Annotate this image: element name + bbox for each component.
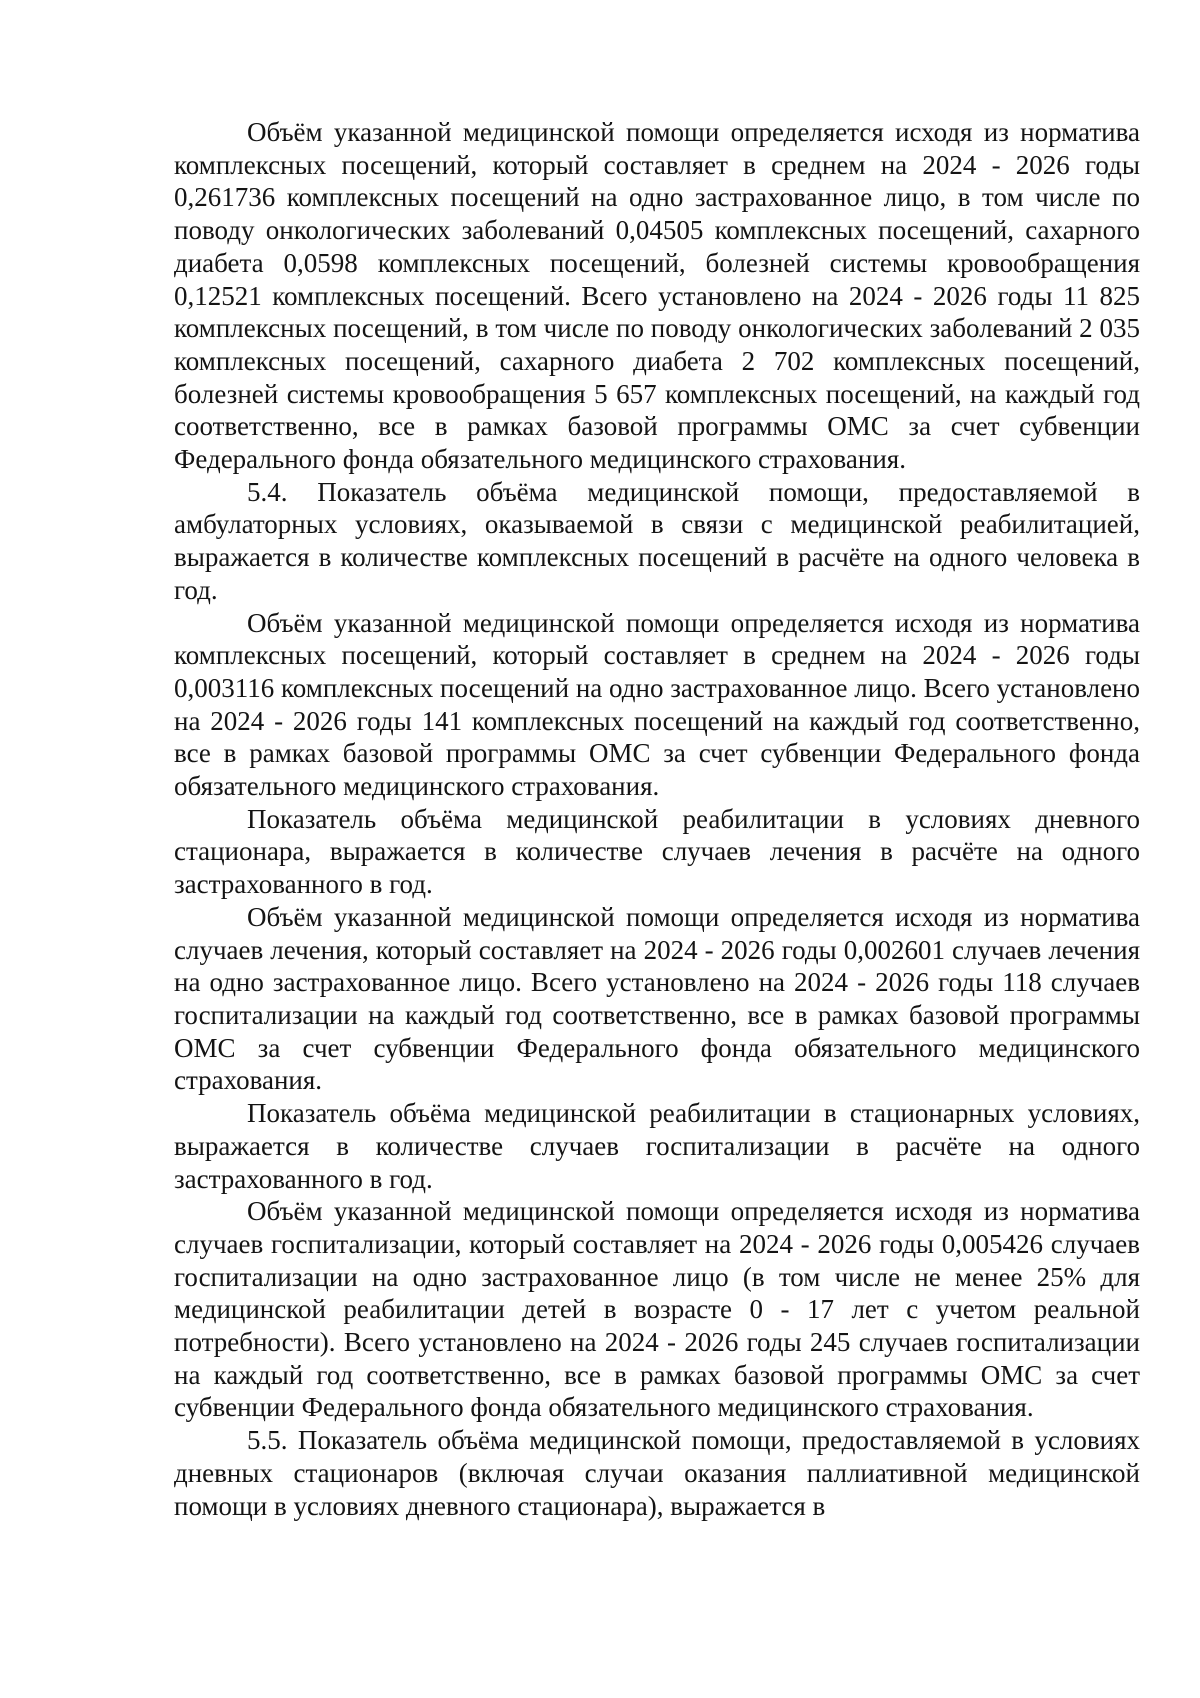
paragraph-5-4-indicator: 5.4. Показатель объёма медицинской помощи, предоставляемой в амбулаторных условиях, оказываемой в связи с медицинской реабилитацией, выражается в количестве комплексных посещений в расчёте на одного человека в год. <box>174 476 1140 605</box>
paragraph-day-hospital-rehab-indicator: Показатель объёма медицинской реабилитации в условиях дневного стационара, выражается в количестве случаев лечения в расчёте на одного застрахованного в год. <box>174 803 1140 900</box>
paragraph-volume-rehab-visits: Объём указанной медицинской помощи определяется исходя из норматива комплексных посещений, который составляет в среднем на 2024 - 2026 годы 0,003116 комплексных посещений на одно застрахованное лицо. Всего установлено на 2024 - 2026 годы 141 комплексных посещений на каждый год соответственно, все в рамках базовой программы ОМС за счет субвенции Федерального фонда обязательного медицинского страхования. <box>174 607 1140 802</box>
paragraph-volume-hospitalization-cases: Объём указанной медицинской помощи определяется исходя из норматива случаев госпитализации, который составляет на 2024 - 2026 годы 0,005426 случаев госпитализации на одно застрахованное лицо (в том числе не менее 25% для медицинской реабилитации детей в возрасте 0 - 17 лет с учетом реальной потребности). Всего установлено на 2024 - 2026 годы 245 случаев госпитализации на каждый год соответственно, все в рамках базовой программы ОМС за счет субвенции Федерального фонда обязательного медицинского страхования. <box>174 1196 1140 1423</box>
paragraph-5-5-indicator: 5.5. Показатель объёма медицинской помощи, предоставляемой в условиях дневных стационаров (включая случаи оказания паллиативной медицинской помощи в условиях дневного стационара), выражается в <box>174 1425 1140 1521</box>
document-body <box>174 116 1140 1522</box>
paragraph-inpatient-rehab-indicator: Показатель объёма медицинской реабилитации в стационарных условиях, выражается в количестве случаев госпитализации в расчёте на одного застрахованного в год. <box>174 1098 1140 1194</box>
paragraph-volume-treatment-cases: Объём указанной медицинской помощи определяется исходя из норматива случаев лечения, который составляет на 2024 - 2026 годы 0,002601 случаев лечения на одно застрахованное лицо. Всего установлено на 2024 - 2026 годы 118 случаев госпитализации на каждый год соответственно, все в рамках базовой программы ОМС за счет субвенции Федерального фонда обязательного медицинского страхования. <box>174 901 1140 1096</box>
paragraph-volume-complex-visits: Объём указанной медицинской помощи определяется исходя из норматива комплексных посещений, который составляет в среднем на 2024 - 2026 годы 0,261736 комплексных посещений на одно застрахованное лицо, в том числе по поводу онкологических заболеваний 0,04505 комплексных посещений, сахарного диабета 0,0598 комплексных посещений, болезней системы кровообращения 0,12521 комплексных посещений. Всего установлено на 2024 - 2026 годы 11 825 комплексных посещений, в том числе по поводу онкологических заболеваний 2 035 комплексных посещений, сахарного диабета 2 702 комплексных посещений, болезней системы кровообращения 5 657 комплексных посещений, на каждый год соответственно, все в рамках базовой программы ОМС за счет субвенции Федерального фонда обязательного медицинского страхования. <box>174 117 1140 475</box>
